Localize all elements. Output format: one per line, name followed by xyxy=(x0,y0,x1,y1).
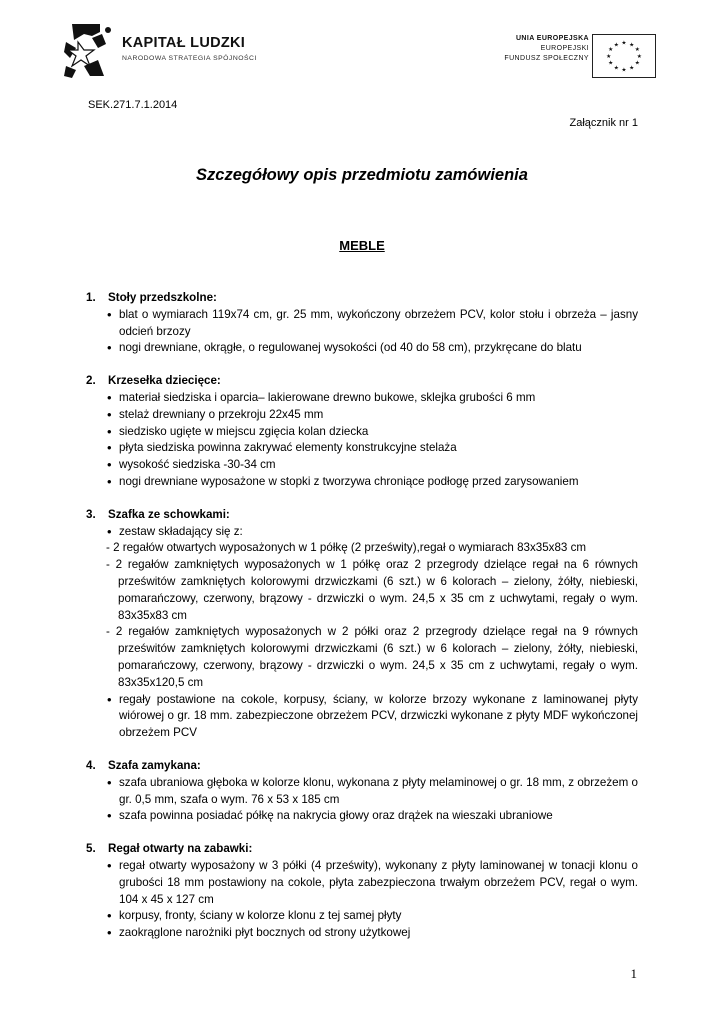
item-title: Stoły przedszkolne: xyxy=(108,291,217,304)
item-number: 3. xyxy=(86,507,96,521)
dash-item: - 2 regałów zamkniętych wyposażonych w 1 półkę oraz 2 przegrody dzielące regał na 6 równych prześwitów zamkniętych kolorowymi drzwiczkami (6 szt.) w 6 kolorach – zielony, żółty, niebieski, pomarańczowy, czerwony, brązowy - drzwiczki o wym. 24,5 x 35 cm z uchwytami, regały o wym. 83x35x83 cm xyxy=(106,558,638,622)
kl-logo-subtitle: NARODOWA STRATEGIA SPÓJNOŚCI xyxy=(122,55,257,62)
kl-logo-title: KAPITAŁ LUDZKI xyxy=(122,35,246,51)
svg-text:★: ★ xyxy=(613,42,619,49)
eu-logo-line1: UNIA EUROPEJSKA xyxy=(515,35,589,42)
dash-item: - 2 regałów zamkniętych wyposażonych w 2 półki oraz 2 przegrody dzielące regał na 9 równych prześwitów zamkniętych kolorowymi drzwiczkami (6 szt.) w 6 kolorach – zielony, żółty, niebieski, pomarańczowy, czerwony, brązowy - drzwiczki o wym. 24,5 x 35 cm z uchwytami, regały o wym. 83x35x120,5 cm xyxy=(106,625,638,689)
eu-logo xyxy=(481,34,656,82)
bullet-item: • szafa powinna posiadać półkę na nakrycia głowy oraz drążek na wieszaki ubraniowe xyxy=(86,808,638,825)
bullet-list xyxy=(86,390,638,491)
list-item xyxy=(86,841,638,942)
list-item xyxy=(86,373,638,491)
section-heading: MEBLE xyxy=(339,238,385,253)
kapital-ludzki-emblem-icon xyxy=(62,22,118,78)
eu-logo-line2: EUROPEJSKI xyxy=(540,45,589,52)
annex-label: Załącznik nr 1 xyxy=(569,117,638,129)
document-reference: SEK.271.7.1.2014 xyxy=(88,99,178,111)
svg-text:★: ★ xyxy=(621,40,627,47)
item-heading xyxy=(86,758,638,775)
item-number: 1. xyxy=(86,291,96,304)
list-item xyxy=(86,290,638,357)
svg-text:★: ★ xyxy=(634,47,640,54)
bullet-item: • płyta siedziska powinna zakrywać elementy konstrukcyjne stelaża xyxy=(86,440,638,457)
bullet-item: • szafa ubraniowa głęboka w kolorze klonu, wykonana z płyty melaminowej o gr. 18 mm, z obrzeżem o gr. 0,5 mm, szafa o wym. 76 x 53 x 185 cm xyxy=(86,775,638,809)
bullet-list xyxy=(86,858,638,942)
document-title: Szczegółowy opis przedmiotu zamówienia xyxy=(196,166,528,184)
dash-item: - 2 regałów otwartych wyposażonych w 1 półkę (2 prześwity),regał o wymiarach 83x35x83 cm xyxy=(106,541,587,555)
document-content xyxy=(86,290,638,958)
list-item xyxy=(86,507,638,742)
bullet-item: • korpusy, fronty, ściany w kolorze klonu z tej samej płyty xyxy=(86,908,638,925)
bullet-item: • zestaw składający się z: xyxy=(86,524,638,541)
svg-text:★: ★ xyxy=(634,60,640,67)
item-heading xyxy=(86,373,638,390)
bullet-list xyxy=(86,307,638,357)
item-heading xyxy=(86,841,638,858)
page-header xyxy=(62,14,656,86)
kapital-ludzki-logo xyxy=(62,14,262,84)
svg-text:★: ★ xyxy=(608,60,614,67)
svg-text:★: ★ xyxy=(636,53,642,60)
bullet-item: • regał otwarty wyposażony w 3 półki (4 prześwity), wykonany z płyty laminowanej w tonacji klonu o grubości 18 mm postawiony na cokole, płyta zabezpieczona trwałym obrzeżem PCV, regał o wym. 104 x 45 x 127 cm xyxy=(86,858,638,908)
item-title: Krzesełka dziecięce: xyxy=(108,374,221,388)
list-item xyxy=(86,758,638,825)
page-number: 1 xyxy=(630,966,637,981)
svg-text:★: ★ xyxy=(629,65,635,72)
svg-text:★: ★ xyxy=(613,65,619,72)
bullet-item: • stelaż drewniany o przekroju 22x45 mm xyxy=(86,407,638,424)
item-heading xyxy=(86,290,638,307)
item-number: 2. xyxy=(86,374,96,388)
bullet-item: • zaokrąglone narożniki płyt bocznych od strony użytkowej xyxy=(86,925,638,942)
item-heading xyxy=(86,507,638,524)
bullet-item: • wysokość siedziska -30-34 cm xyxy=(86,457,638,474)
bullet-item: • materiał siedziska i oparcia– lakierowane drewno bukowe, sklejka grubości 6 mm xyxy=(86,390,638,407)
bullet-item: • blat o wymiarach 119x74 cm, gr. 25 mm, wykończony obrzeżem PCV, kolor stołu i obrzeża – jasny odcień brzozy xyxy=(86,307,638,341)
eu-logo-text xyxy=(504,34,589,64)
item-number: 4. xyxy=(86,758,96,772)
eu-flag-icon xyxy=(592,34,656,78)
bullet-list xyxy=(86,524,638,541)
item-number: 5. xyxy=(86,842,96,856)
svg-text:★: ★ xyxy=(621,67,627,74)
svg-text:★: ★ xyxy=(608,47,614,54)
bullet-item: • nogi drewniane, okrągłe, o regulowanej wysokości (od 40 do 58 cm), przykręcane do blatu xyxy=(86,340,638,357)
bullet-item: • nogi drewniane wyposażone w stopki z tworzywa chroniące podłogę przed zarysowaniem xyxy=(86,474,638,491)
bullet-item: • siedzisko ugięte w miejscu zgięcia kolan dziecka xyxy=(86,424,638,441)
svg-text:★: ★ xyxy=(629,42,635,49)
item-title: Szafka ze schowkami: xyxy=(108,507,230,521)
bullet-item: • regały postawione na cokole, korpusy, ściany, w kolorze brzozy wykonane z laminowanej płyty wiórowej o gr. 18 mm. zabezpieczone obrzeżem PCV, drzwiczki wykonane z płyty MDF wykończonej obrzeżem PCV xyxy=(86,692,638,742)
svg-text:★: ★ xyxy=(606,53,612,60)
bullet-list xyxy=(86,692,638,742)
bullet-list xyxy=(86,775,638,825)
eu-logo-line3: FUNDUSZ SPOŁECZNY xyxy=(504,55,589,62)
item-title: Szafa zamykana: xyxy=(108,758,201,772)
item-title: Regał otwarty na zabawki: xyxy=(108,842,253,856)
